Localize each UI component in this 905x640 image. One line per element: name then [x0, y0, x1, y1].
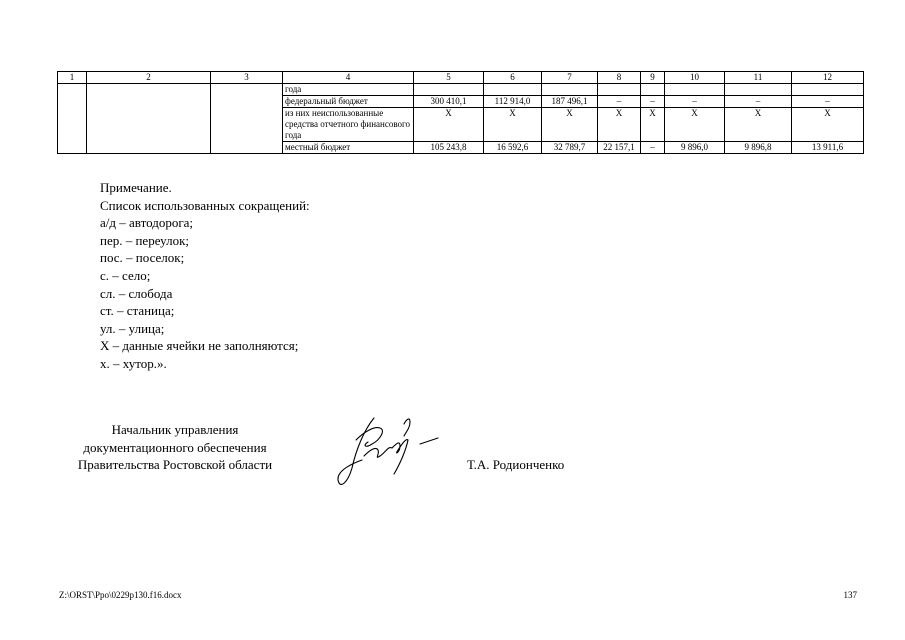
table-cell: – [641, 142, 665, 154]
table-cell [792, 84, 864, 96]
table-cell: X [665, 108, 725, 142]
column-header: 4 [283, 72, 414, 84]
table-cell: – [641, 96, 665, 108]
row-label: федеральный бюджет [283, 96, 414, 108]
table-header-row [58, 72, 864, 84]
table-cell: X [598, 108, 641, 142]
abbreviation-item: пер. – переулок; [100, 232, 189, 248]
abbreviation-item: х. – хутор.». [100, 355, 167, 371]
table-cell: X [542, 108, 598, 142]
footer-file-path: Z:\ORST\Ppo\0229p130.f16.docx [59, 590, 182, 600]
abbreviations-heading: Список использованных сокращений: [100, 197, 310, 213]
table-cell [211, 84, 283, 154]
abbreviation-item: ул. – улица; [100, 320, 165, 336]
abbreviation-item: с. – село; [100, 267, 151, 283]
abbreviation-item: сл. – слобода [100, 285, 173, 301]
column-header: 12 [792, 72, 864, 84]
signatory-title [55, 421, 295, 474]
signatory-title-line: Начальник управления [111, 422, 239, 437]
row-label: года [283, 84, 414, 96]
table-cell: X [792, 108, 864, 142]
table-cell: X [641, 108, 665, 142]
signatory-name: Т.А. Родионченко [467, 457, 565, 472]
abbreviation-item: пос. – поселок; [100, 250, 185, 266]
table-cell: 16 592,6 [484, 142, 542, 154]
signatory-title-line: Правительства Ростовской области [77, 457, 273, 472]
table-cell [598, 84, 641, 96]
column-header: 11 [725, 72, 792, 84]
column-header: 7 [542, 72, 598, 84]
column-header: 8 [598, 72, 641, 84]
table-cell: X [414, 108, 484, 142]
table-cell: 9 896,8 [725, 142, 792, 154]
signatory-title-line: документационного обеспечения [83, 439, 267, 455]
handwritten-signature-icon [334, 410, 444, 492]
table-cell [725, 84, 792, 96]
table-cell [58, 84, 87, 154]
abbreviation-item: ст. – станица; [100, 303, 175, 319]
table-cell: 105 243,8 [414, 142, 484, 154]
table-row [58, 84, 864, 96]
table-cell: – [665, 96, 725, 108]
notes-heading: Примечание. [100, 180, 172, 195]
table-cell: X [725, 108, 792, 142]
column-header: 9 [641, 72, 665, 84]
abbreviation-item: а/д – автодорога; [100, 215, 194, 231]
column-header: 10 [665, 72, 725, 84]
table-cell [641, 84, 665, 96]
column-header: 5 [414, 72, 484, 84]
table-cell [414, 84, 484, 96]
table-cell: – [792, 96, 864, 108]
column-header: 3 [211, 72, 283, 84]
table-cell [87, 84, 211, 154]
table-cell: 300 410,1 [414, 96, 484, 108]
table-cell: 187 496,1 [542, 96, 598, 108]
row-label: местный бюджет [283, 142, 414, 154]
table-cell [484, 84, 542, 96]
table-cell: X [484, 108, 542, 142]
abbreviation-item: X – данные ячейки не заполняются; [100, 338, 299, 354]
table-cell: 32 789,7 [542, 142, 598, 154]
column-header: 6 [484, 72, 542, 84]
notes-section [100, 179, 310, 373]
table-cell: 112 914,0 [484, 96, 542, 108]
table-cell: – [725, 96, 792, 108]
table-cell: 9 896,0 [665, 142, 725, 154]
budget-table [57, 71, 864, 154]
table-cell: – [598, 96, 641, 108]
row-label: из них неиспользованные средства отчетного финансового года [283, 108, 414, 142]
table-cell: 13 911,6 [792, 142, 864, 154]
table-cell: 22 157,1 [598, 142, 641, 154]
column-header: 2 [87, 72, 211, 84]
table-cell [665, 84, 725, 96]
column-header: 1 [58, 72, 87, 84]
page-number: 137 [843, 590, 857, 600]
table-cell [542, 84, 598, 96]
